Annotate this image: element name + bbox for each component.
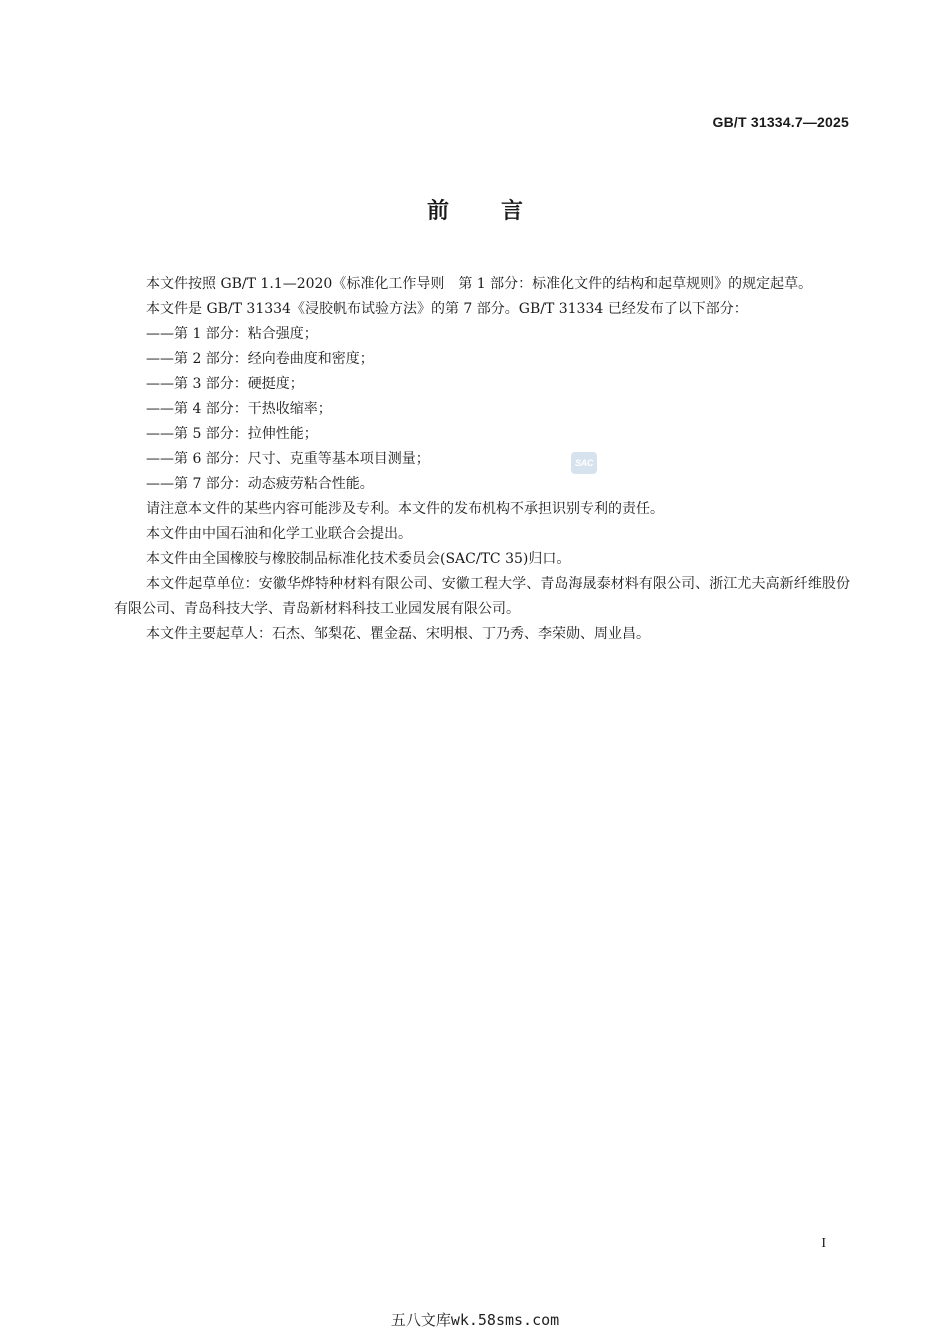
list-item: ——第 4 部分：干热收缩率； xyxy=(146,401,332,417)
paragraph-committee: 本文件由全国橡胶与橡胶制品标准化技术委员会(SAC/TC 35)归口。 xyxy=(146,551,571,567)
paragraph-proposer: 本文件由中国石油和化学工业联合会提出。 xyxy=(146,526,412,542)
list-item: ——第 1 部分：粘合强度； xyxy=(146,326,318,342)
page-number: I xyxy=(821,1236,826,1251)
list-item: ——第 5 部分：拉伸性能； xyxy=(146,426,318,442)
standard-code: GB/T 31334.7—2025 xyxy=(712,114,849,130)
list-item: ——第 3 部分：硬挺度； xyxy=(146,376,304,392)
page-title: 前言 xyxy=(426,199,575,224)
list-item: ——第 7 部分：动态疲劳粘合性能。 xyxy=(146,476,374,492)
paragraph-drafting-rules: 本文件按照 GB/T 1.1—2020《标准化工作导则 第 1 部分：标准化文件的结构和起草规则》的规定起草。 xyxy=(146,276,813,292)
paragraph-drafting-units: 本文件起草单位：安徽华烨特种材料有限公司、安徽工程大学、青岛海晟泰材料有限公司、浙江尤夫高新纤维股份有限公司、青岛科技大学、青岛新材料科技工业园发展有限公司。 xyxy=(114,576,850,617)
paragraph-drafters: 本文件主要起草人：石杰、邹梨花、瞿金磊、宋明根、丁乃秀、李荣勋、周业昌。 xyxy=(146,626,650,642)
list-item: ——第 6 部分：尺寸、克重等基本项目测量； xyxy=(146,451,430,467)
paragraph-series-intro: 本文件是 GB/T 31334《浸胶帆布试验方法》的第 7 部分。GB/T 31334 已经发布了以下部分： xyxy=(146,301,748,317)
list-item: ——第 2 部分：经向卷曲度和密度； xyxy=(146,351,374,367)
paragraph-patent-notice: 请注意本文件的某些内容可能涉及专利。本文件的发布机构不承担识别专利的责任。 xyxy=(146,501,664,517)
foreword-content xyxy=(114,272,850,647)
sac-watermark-icon: SAC xyxy=(571,452,597,474)
footer-site-text: 五八文库wk.58sms.com xyxy=(390,1311,560,1329)
